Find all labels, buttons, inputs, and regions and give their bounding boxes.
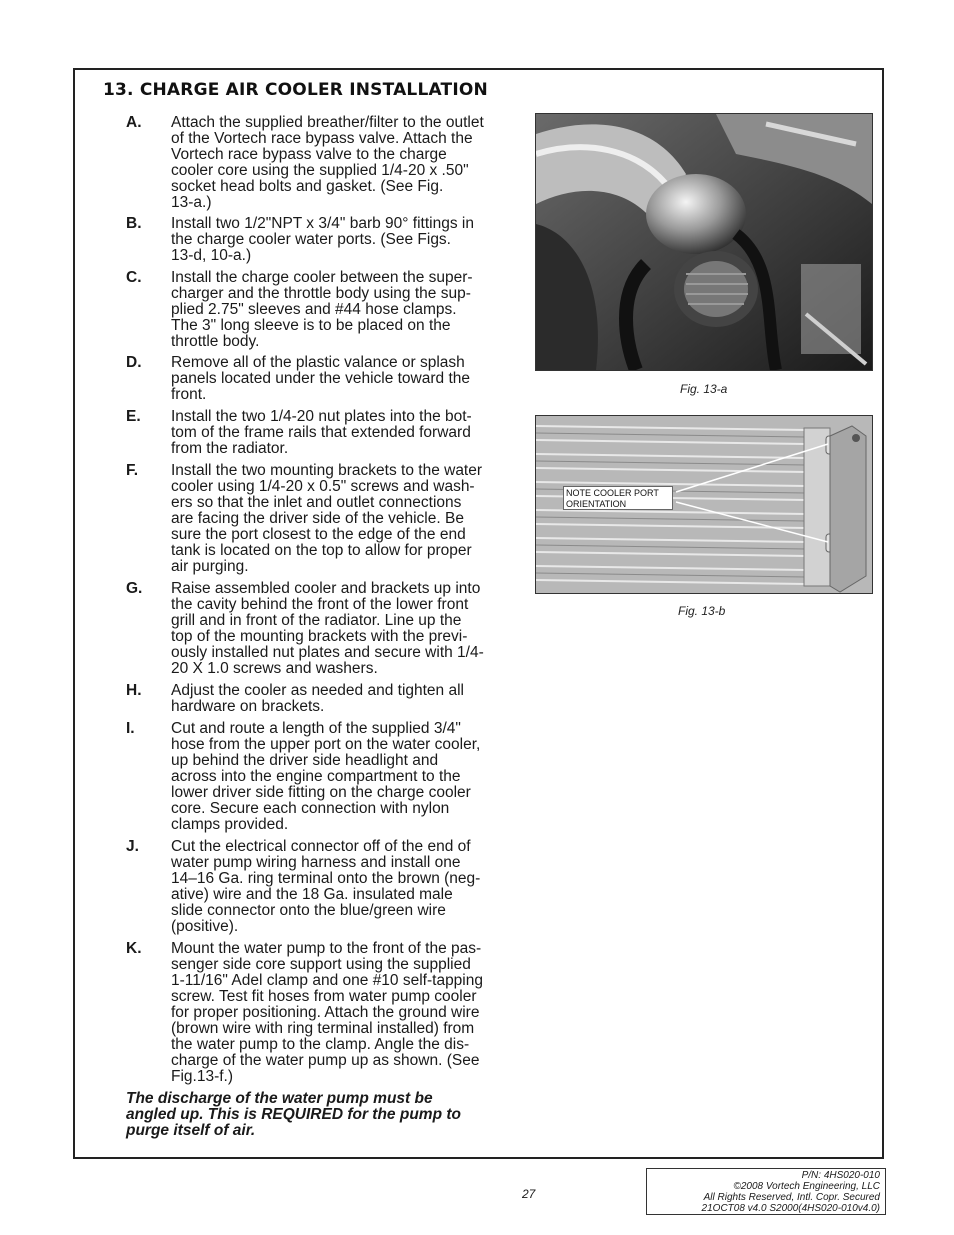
step-text: Raise assembled cooler and brackets up into the cavity behind the front of the lower front grill and in front of the radiator. Line up the top of the mounting brackets with the previ- ously installed nut plates and secure with 1/4- 20 X 1.0 screws and washers.: [171, 580, 484, 677]
step-letter: I.: [126, 720, 135, 737]
footer-info-box: [646, 1168, 886, 1215]
step-text: Cut the electrical connector off of the end of water pump wiring harness and install one 14–16 Ga. ring terminal onto the brown (neg- ative) wire and the 18 Ga. insulated male slide connector onto the blue/green wire (positive).: [171, 838, 481, 935]
step-letter: E.: [126, 408, 141, 425]
page-number: 27: [522, 1187, 536, 1201]
step-text: Remove all of the plastic valance or splash panels located under the vehicle toward the front.: [171, 354, 471, 403]
cooler-port-callout: NOTE COOLER PORT ORIENTATION: [563, 486, 673, 510]
step-letter: F.: [126, 462, 139, 479]
step-text: Install two 1/2"NPT x 3/4" barb 90° fittings in the charge cooler water ports. (See Figs. 13-d, 10-a.): [171, 215, 474, 264]
step-letter: H.: [126, 682, 142, 699]
rights-line: All Rights Reserved, Intl. Copr. Secured: [703, 1192, 880, 1203]
step-text: Install the two 1/4-20 nut plates into the bot- tom of the frame rails that extended forward from the radiator.: [171, 408, 472, 457]
step-text: Attach the supplied breather/filter to the outlet of the Vortech race bypass valve. Attach the Vortech race bypass valve to the charge cooler core using the supplied 1/4-20 x .50" socket head bolts and gasket. (See Fig. 13-a.): [171, 114, 484, 211]
step-text: Mount the water pump to the front of the pas- senger side core support using the supplied 1-11/16" Adel clamp and one #10 self-tapping screw. Test fit hoses from water pump cooler for proper positioning. Attach the ground wire (brown wire with ring terminal installed) from the water pump to the clamp. Angle the dis- charge of the water pump up as shown. (See Fig.13-f.): [171, 940, 483, 1085]
step-letter: K.: [126, 940, 142, 957]
step-letter: D.: [126, 354, 142, 371]
step-letter: A.: [126, 114, 142, 131]
section-title: 13. CHARGE AIR COOLER INSTALLATION: [103, 80, 488, 100]
step-letter: J.: [126, 838, 139, 855]
step-text: Cut and route a length of the supplied 3/4" hose from the upper port on the water cooler, up behind the driver side headlight and across into the engine compartment to the lower driver side fitting on the charge cooler core. Secure each connection with nylon clamps provided.: [171, 720, 481, 833]
figure-13b-caption: Fig. 13-b: [678, 604, 726, 618]
step-letter: G.: [126, 580, 143, 597]
step-text: Install the two mounting brackets to the water cooler using 1/4-20 x 0.5" screws and wash- ers so that the inlet and outlet connections are facing the driver side of the vehicle. Be sure the port closest to the edge of the end tank is located on the top to allow for proper air purging.: [171, 462, 483, 575]
step-letter: B.: [126, 215, 142, 232]
copyright-line: ©2008 Vortech Engineering, LLC: [733, 1181, 880, 1192]
step-letter: C.: [126, 269, 142, 286]
step-text: Adjust the cooler as needed and tighten all hardware on brackets.: [171, 682, 464, 715]
step-text: Install the charge cooler between the super- charger and the throttle body using the sup- plied 2.75" sleeves and #44 hose clamps. The 3" long sleeve is to be placed on the throttle body.: [171, 269, 473, 350]
warning-note: The discharge of the water pump must be angled up. This is REQUIRED for the pump to purge itself of air.: [126, 1090, 461, 1139]
part-number: P/N: 4HS020-010: [801, 1170, 880, 1181]
revision-line: 21OCT08 v4.0 S2000(4HS020-010v4.0): [701, 1203, 880, 1214]
figure-13a-caption: Fig. 13-a: [680, 382, 728, 396]
figure-13a-photo: [535, 113, 873, 371]
